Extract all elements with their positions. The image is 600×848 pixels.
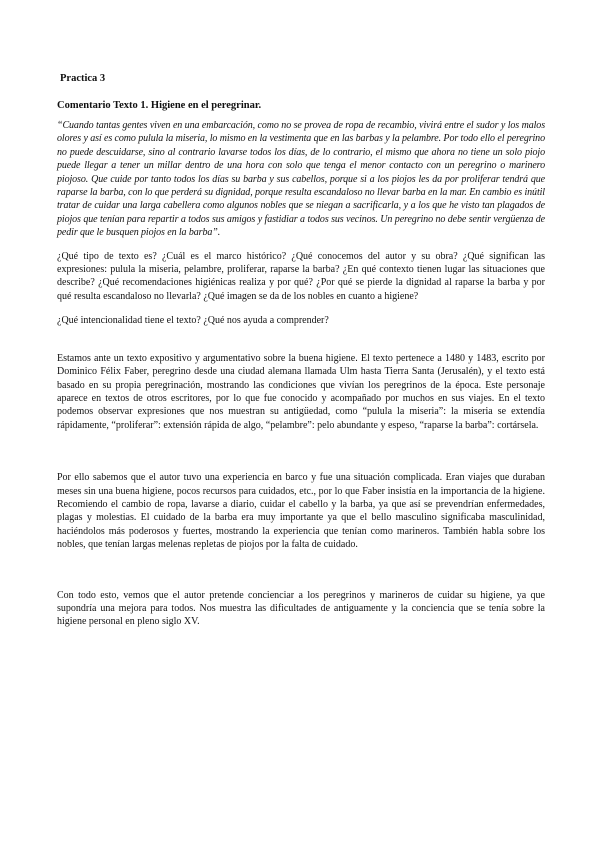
analysis-paragraph-1: Estamos ante un texto expositivo y argumentativo sobre la buena higiene. El texto pertenece a 1480 y 1483, escrito por Dominico Félix Faber, peregrino desde una ciudad alemana llamada Ulm hasta Tierra Santa (Jerusalén), y el texto está basado en su propia peregrinación, mostrando las condiciones que vivían los peregrinos de la época. Este personaje aparece en textos de otros escritores, por lo que fue conocido y acompañado por muchos en sus viajes. En el texto podemos observar expresiones que nos muestran su antigüedad, como “pulula la miseria”: la miseria se extendía rápidamente, “proliferar”: extensión rápida de algo, “pelambre”: pelo abundante y espeso, “raparse la barba”: cortársela. bbox=[57, 352, 545, 431]
questions-paragraph: ¿Qué tipo de texto es? ¿Cuál es el marco histórico? ¿Qué conocemos del autor y su obra? ¿Qué significan las expresiones: pulula la miseria, pelambre, proliferar, raparse la barba? ¿En qué contexto tienen lugar las situaciones que describe? ¿Qué recomendaciones higiénicas realiza y por qué? ¿Por qué se pierde la dignidad al raparse la barba y por qué resulta escandaloso no llevarla? ¿Qué imagen se da de los nobles en cuanto a higiene? bbox=[57, 250, 545, 302]
quoted-text: “Cuando tantas gentes viven en una embarcación, como no se provea de ropa de recambio, vivirá entre el sudor y los malos olores y así es como pulula la miseria, lo mismo en la vestimenta que en las barbas y la pelambre. Por todo ello el peregrino no puede descuidarse, sino al contrario lavarse todos los días, de lo contrario, el mismo que ahora no tiene un solo piojo puede llegar a tener un millar dentro de una hora con solo que tenga el menor contacto con un peregrino o marinero piojoso. Que cuide por tanto todos los días su barba y sus cabellos, porque si a los piojos les da por proliferar tendrá que raparse la barba, con lo que perderá su dignidad, porque resulta escandaloso no llevar barba en la mar. En cambio es inútil tratar de cuidar una larga cabellera como algunos nobles que se niegan a sacrificarla, y a los que he visto tan plagados de piojos que tenían para repartir a todos sus amigos y fastidiar a todos sus vecinos. Un peregrino no debe sentir vergüenza de pedir que le busquen piojos en la barba”. bbox=[57, 120, 545, 239]
document-page bbox=[57, 72, 545, 629]
document-title: Practica 3 bbox=[60, 73, 106, 84]
analysis-paragraph-2: Por ello sabemos que el autor tuvo una experiencia en barco y fue una situación complicada. Eran viajes que duraban meses sin una buena higiene, pocos recursos para cuidados, etc., por lo que Faber insistía en la importancia de la higiene. Recomiendo el cambio de ropa, lavarse a diario, cuidar el cabello y la barba, ya que así se prevendrían enfermedades, plagas y molestias. El cuidado de la barba era muy importante ya que el bello masculino significaba masculinidad, haciéndolos más poderosos y fuertes, mostrando la experiencia que tenían como marineros. También habla sobre los nobles, que tenían largas melenas repletas de piojos por la falta de cuidado. bbox=[57, 472, 545, 551]
intention-question: ¿Qué intencionalidad tiene el texto? ¿Qué nos ayuda a comprender? bbox=[57, 315, 329, 327]
section-heading: Comentario Texto 1. Higiene en el peregrinar. bbox=[57, 100, 262, 111]
conclusion-paragraph: Con todo esto, vemos que el autor pretende concienciar a los peregrinos y marineros de cuidar su higiene, ya que supondría una mejora para todos. Nos muestra las dificultades de antiguamente y la conciencia que se tenía sobre la higiene personal en pleno siglo XV. bbox=[57, 589, 545, 628]
